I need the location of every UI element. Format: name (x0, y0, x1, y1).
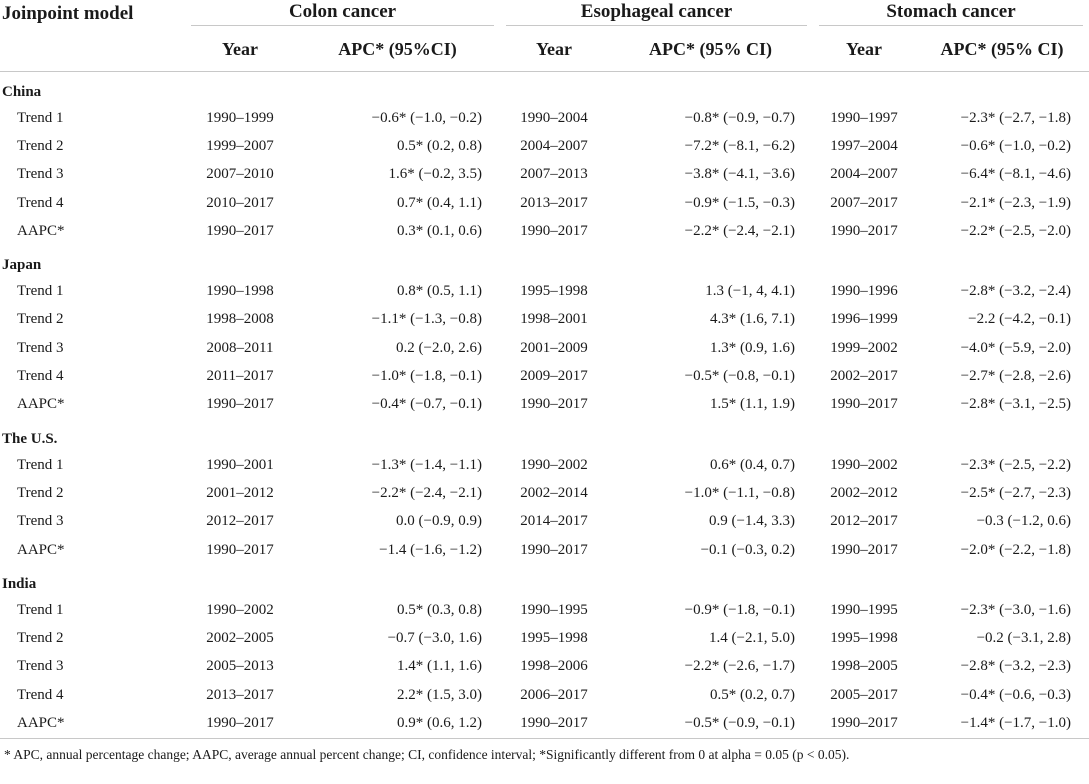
year-cell: 2005–2013 (206, 658, 274, 675)
apc-cell: −1.0* (−1.8, −0.1) (371, 368, 482, 385)
trend-label: Trend 1 (17, 601, 64, 618)
year-cell: 1990–2017 (206, 541, 274, 558)
apc-cell: −7.2* (−8.1, −6.2) (684, 137, 795, 154)
year-cell: 2006–2017 (520, 686, 588, 703)
year-cell: 1995–1998 (520, 283, 588, 300)
apc-cell: −2.2* (−2.6, −1.7) (684, 658, 795, 675)
year-cell: 1990–2017 (830, 541, 898, 558)
apc-cell: −2.3* (−2.5, −2.2) (960, 456, 1071, 473)
apc-cell: −2.3* (−3.0, −1.6) (960, 601, 1071, 618)
year-cell: 1990–2017 (206, 396, 274, 413)
year-cell: 2004–2007 (830, 166, 898, 183)
year-cell: 2002–2017 (830, 368, 898, 385)
year-cell: 2011–2017 (206, 368, 274, 385)
table-row (0, 536, 1089, 564)
country-row (0, 564, 1089, 596)
apc-cell: −1.4* (−1.7, −1.0) (915, 709, 1089, 738)
year-cell: 1990–1998 (206, 283, 274, 300)
table-row (0, 391, 1089, 419)
trend-label: Trend 1 (17, 456, 64, 473)
apc-cell: −2.8* (−3.2, −2.3) (960, 658, 1071, 675)
year-cell: 1990–2017 (830, 396, 898, 413)
year-cell: 2005–2017 (830, 686, 898, 703)
apc-cell: −2.0* (−2.2, −1.8) (960, 541, 1071, 558)
year-cell: 1995–1998 (520, 630, 588, 647)
apc-cell: 0.3* (0.1, 0.6) (397, 222, 482, 239)
country-label: The U.S. (2, 430, 58, 447)
table-row (0, 362, 1089, 390)
apc-cell: 0.2 (−2.0, 2.6) (396, 339, 482, 356)
stomach-cancer-header: Stomach cancer (813, 0, 1089, 27)
table-row (0, 479, 1089, 507)
year-cell: 1990–2002 (206, 601, 274, 618)
apc-cell: −3.8* (−4.1, −3.6) (684, 166, 795, 183)
year-cell: 1990–2017 (185, 709, 295, 738)
apc-cell: 1.5* (1.1, 1.9) (710, 396, 795, 413)
trend-label: Trend 2 (17, 311, 64, 328)
year-cell: 2013–2017 (206, 686, 274, 703)
table-row (0, 596, 1089, 624)
trend-label: Trend 1 (17, 109, 64, 126)
table-body (0, 72, 1089, 739)
apc-cell: −0.6* (−1.0, −0.2) (371, 109, 482, 126)
apc-cell: −2.3* (−2.7, −1.8) (960, 109, 1071, 126)
apc-cell: −0.6* (−1.0, −0.2) (960, 137, 1071, 154)
apc-cell: 0.0 (−0.9, 0.9) (396, 513, 482, 530)
year-cell: 1996–1999 (830, 311, 898, 328)
apc-cell: −1.0* (−1.1, −0.8) (684, 484, 795, 501)
table-row (0, 681, 1089, 709)
apc-cell: −2.2 (−4.2, −0.1) (968, 311, 1071, 328)
year-cell: 2007–2017 (830, 194, 898, 211)
apc-header: APC* (95% CI) (915, 27, 1089, 72)
year-cell: 2002–2014 (520, 484, 588, 501)
year-cell: 2008–2011 (206, 339, 274, 356)
year-cell: 2009–2017 (520, 368, 588, 385)
apc-cell: −0.4* (−0.7, −0.1) (371, 396, 482, 413)
table-row (0, 508, 1089, 536)
table-row (0, 277, 1089, 305)
apc-cell: 0.5* (0.2, 0.8) (397, 137, 482, 154)
esophageal-cancer-header: Esophageal cancer (500, 0, 813, 27)
table-row (0, 709, 1089, 738)
apc-cell: −6.4* (−8.1, −4.6) (960, 166, 1071, 183)
apc-cell: −0.3 (−1.2, 0.6) (976, 513, 1071, 530)
table-row (0, 306, 1089, 334)
year-cell: 1990–2017 (813, 709, 915, 738)
apc-cell: −4.0* (−5.9, −2.0) (960, 339, 1071, 356)
apc-cell: 1.3 (−1, 4, 4.1) (705, 283, 795, 300)
apc-cell: −1.3* (−1.4, −1.1) (371, 456, 482, 473)
table-row (0, 132, 1089, 160)
model-column-header: Joinpoint model (2, 2, 134, 24)
year-cell: 2007–2010 (206, 166, 274, 183)
apc-cell: 1.6* (−0.2, 3.5) (388, 166, 482, 183)
apc-cell: 0.9 (−1.4, 3.3) (709, 513, 795, 530)
year-cell: 1990–2017 (520, 222, 588, 239)
year-cell: 1990–1995 (520, 601, 588, 618)
table-row (0, 334, 1089, 362)
apc-cell: −2.1* (−2.3, −1.9) (960, 194, 1071, 211)
year-header: Year (185, 27, 295, 72)
table-row (0, 451, 1089, 479)
table-row (0, 624, 1089, 652)
apc-cell: −0.9* (−1.8, −0.1) (684, 601, 795, 618)
apc-cell: −2.2* (−2.4, −2.1) (371, 484, 482, 501)
apc-cell: 1.3* (0.9, 1.6) (710, 339, 795, 356)
table-row (0, 161, 1089, 189)
trend-label: Trend 4 (17, 368, 64, 385)
country-label: Japan (2, 257, 42, 274)
year-cell: 1998–2008 (206, 311, 274, 328)
year-cell: 1990–1997 (830, 109, 898, 126)
trend-label: Trend 2 (17, 630, 64, 647)
year-cell: 1990–2004 (520, 109, 588, 126)
year-cell: 1997–2004 (830, 137, 898, 154)
year-cell: 1990–1995 (830, 601, 898, 618)
apc-cell: 1.4* (1.1, 1.6) (397, 658, 482, 675)
trend-label: Trend 4 (17, 194, 64, 211)
apc-cell: −0.7 (−3.0, 1.6) (387, 630, 482, 647)
apc-cell: −0.1 (−0.3, 0.2) (700, 541, 795, 558)
apc-cell: 2.2* (1.5, 3.0) (397, 686, 482, 703)
apc-header: APC* (95% CI) (608, 27, 813, 72)
year-cell: 2002–2012 (830, 484, 898, 501)
country-label: China (2, 84, 42, 100)
trend-label: Trend 2 (17, 484, 64, 501)
year-cell: 1999–2007 (206, 137, 274, 154)
year-cell: 2002–2005 (206, 630, 274, 647)
trend-label: AAPC* (0, 709, 185, 738)
trend-label: AAPC* (17, 222, 65, 239)
year-cell: 2012–2017 (206, 513, 274, 530)
table-footnote: * APC, annual percentage change; AAPC, average annual percent change; CI, confidence interval; *Significantly different from 0 at alpha = 0.05 (p < 0.05). (4, 746, 850, 762)
year-cell: 2007–2013 (520, 166, 588, 183)
apc-cell: −2.2* (−2.4, −2.1) (684, 222, 795, 239)
apc-cell: 0.5* (0.2, 0.7) (710, 686, 795, 703)
apc-cell: 0.7* (0.4, 1.1) (397, 194, 482, 211)
trend-label: AAPC* (17, 541, 65, 558)
year-header: Year (813, 27, 915, 72)
apc-cell: −2.5* (−2.7, −2.3) (960, 484, 1071, 501)
apc-cell: −2.8* (−3.1, −2.5) (960, 396, 1071, 413)
year-cell: 1990–2017 (830, 222, 898, 239)
country-label: India (2, 576, 37, 593)
trend-label: Trend 3 (17, 658, 64, 675)
apc-cell: −0.8* (−0.9, −0.7) (684, 109, 795, 126)
apc-header: APC* (95%CI) (295, 27, 500, 72)
apc-cell: −0.9* (−1.5, −0.3) (684, 194, 795, 211)
year-cell: 1990–2017 (206, 222, 274, 239)
apc-cell: 0.8* (0.5, 1.1) (397, 283, 482, 300)
year-cell: 1990–1999 (206, 109, 274, 126)
year-cell: 1990–2017 (520, 396, 588, 413)
year-cell: 1990–1996 (830, 283, 898, 300)
year-cell: 2001–2009 (520, 339, 588, 356)
trend-label: Trend 3 (17, 339, 64, 356)
apc-cell: −2.2* (−2.5, −2.0) (960, 222, 1071, 239)
apc-cell: 1.4 (−2.1, 5.0) (709, 630, 795, 647)
apc-cell: −0.2 (−3.1, 2.8) (976, 630, 1071, 647)
trend-label: Trend 2 (17, 137, 64, 154)
apc-cell: −2.7* (−2.8, −2.6) (960, 368, 1071, 385)
apc-cell: −1.4 (−1.6, −1.2) (379, 541, 482, 558)
trend-label: Trend 3 (17, 513, 64, 530)
colon-cancer-header: Colon cancer (185, 0, 500, 27)
year-cell: 2004–2007 (520, 137, 588, 154)
year-cell: 1990–2017 (500, 709, 608, 738)
apc-cell: 0.9* (0.6, 1.2) (295, 709, 500, 738)
apc-cell: −1.1* (−1.3, −0.8) (371, 311, 482, 328)
year-cell: 1998–2005 (830, 658, 898, 675)
trend-label: AAPC* (17, 396, 65, 413)
country-row (0, 245, 1089, 277)
year-cell: 1990–2002 (830, 456, 898, 473)
year-cell: 2013–2017 (520, 194, 588, 211)
year-header: Year (500, 27, 608, 72)
year-cell: 2012–2017 (830, 513, 898, 530)
apc-cell: −0.4* (−0.6, −0.3) (960, 686, 1071, 703)
apc-cell: 0.6* (0.4, 0.7) (710, 456, 795, 473)
year-cell: 1990–2017 (520, 541, 588, 558)
trend-label: Trend 4 (17, 686, 64, 703)
table-row (0, 104, 1089, 132)
year-cell: 1990–2001 (206, 456, 274, 473)
year-cell: 2001–2012 (206, 484, 274, 501)
year-cell: 1998–2001 (520, 311, 588, 328)
country-row (0, 419, 1089, 451)
apc-cell: −0.5* (−0.9, −0.1) (608, 709, 813, 738)
apc-cell: −2.8* (−3.2, −2.4) (960, 283, 1071, 300)
year-cell: 2010–2017 (206, 194, 274, 211)
trend-label: Trend 3 (17, 166, 64, 183)
table-row (0, 217, 1089, 245)
trend-label: Trend 1 (17, 283, 64, 300)
country-row (0, 72, 1089, 105)
year-cell: 1998–2006 (520, 658, 588, 675)
table-row (0, 189, 1089, 217)
apc-cell: 4.3* (1.6, 7.1) (710, 311, 795, 328)
year-cell: 1990–2002 (520, 456, 588, 473)
apc-cell: 0.5* (0.3, 0.8) (397, 601, 482, 618)
apc-cell: −0.5* (−0.8, −0.1) (684, 368, 795, 385)
year-cell: 2014–2017 (520, 513, 588, 530)
year-cell: 1999–2002 (830, 339, 898, 356)
table-row (0, 653, 1089, 681)
year-cell: 1995–1998 (830, 630, 898, 647)
